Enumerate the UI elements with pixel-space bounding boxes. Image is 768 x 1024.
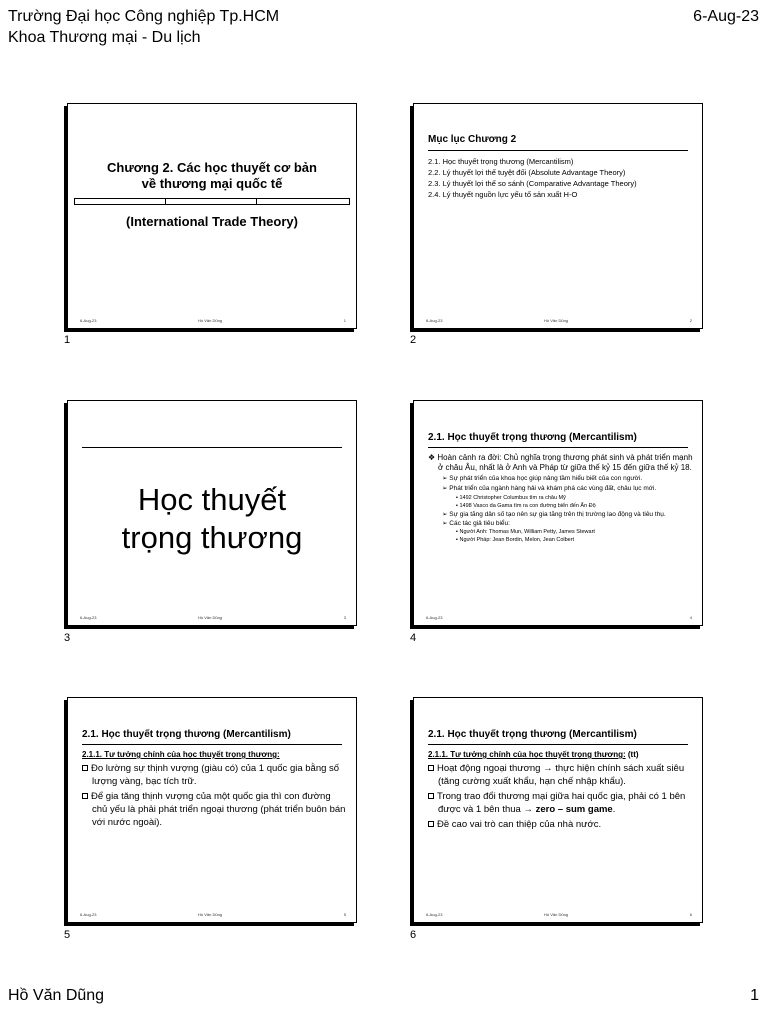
slide-6-subheading-continued: (tt) (627, 750, 639, 759)
slide-3[interactable]: Học thuyết trọng thương 6-Aug-23 Hồ Văn Dũng 3 (67, 400, 357, 626)
slide-5-number: 5 (64, 929, 71, 941)
slide-5-rule (82, 744, 342, 745)
square-bullet-icon (82, 765, 88, 771)
slide-4-title: 2.1. Học thuyết trọng thương (Mercantilism) (428, 432, 637, 443)
slide-6-rule (428, 744, 688, 745)
toc-item[interactable]: 2.1. Học thuyết trọng thương (Mercantilism) (428, 157, 574, 166)
arrow-bullet-icon: ➢ (442, 511, 450, 518)
slide-4-bullet: Các tác giả tiêu biểu: (449, 520, 510, 527)
arrow-bullet-icon: ➢ (442, 520, 450, 527)
slide-5[interactable]: 2.1. Học thuyết trọng thương (Mercantilism) 2.1.1. Tư tưởng chính của học thuyết trọng thương: Đo lường sự thịnh vượng (giàu có) của 1 quốc gia bằng số lượng vàng, bạc tích trữ. Để gia tăng thịnh vượng của một quốc gia thì con đường chủ yếu là phải phát triển ngoại thương (phát triển buôn bán với nước ngoài). 6-Aug-23 Hồ Văn Dũng 5 (67, 697, 357, 923)
slide-1-number: 1 (64, 334, 71, 346)
slide-3-title-line1: Học thuyết (137, 482, 287, 517)
slide-4-number: 4 (410, 632, 417, 644)
slide-6-title: 2.1. Học thuyết trọng thương (Mercantilism) (428, 729, 637, 740)
slide-4-subbullet: Người Anh: Thomas Mun, William Petty, James Stewart (459, 529, 595, 535)
square-bullet-icon (428, 793, 434, 799)
slide-4-subbullet: Người Pháp: Jean Bordin, Melon, Jean Colbert (459, 537, 575, 543)
square-bullet-icon (428, 765, 434, 771)
square-bullet-icon (428, 821, 434, 827)
footer-page-number: 1 (750, 987, 759, 1004)
toc-item[interactable]: 2.3. Lý thuyết lợi thế so sánh (Comparative Advantage Theory) (428, 179, 637, 188)
slide-6[interactable]: 2.1. Học thuyết trọng thương (Mercantilism) 2.1.1. Tư tưởng chính của học thuyết trọng thương: (tt) Hoạt động ngoại thương → thực hiện chính sách xuất siêu (tăng cường xuất khẩu, hạn chế nhập khẩu). Trong trao đổi thương mại giữa hai quốc gia, phải có 1 bên được và 1 bên thua → zero – sum game. Đề cao vai trò can thiệp của nhà nước. 6-Aug-23 Hồ Văn Dũng 6 (413, 697, 703, 923)
slide-6-number: 6 (410, 929, 417, 941)
footer-author: Hồ Văn Dũng (8, 987, 105, 1004)
slide-4-bullet: Sự gia tăng dân số tạo nên sự gia tăng trên thị trường lao động và tiêu thụ. (449, 511, 666, 518)
slide-4-rule (428, 447, 688, 448)
slide-5-subheading: 2.1.1. Tư tưởng chính của học thuyết trọng thương: (82, 750, 280, 759)
slide-1-title-line2: về thương mại quốc tế (141, 176, 283, 191)
header-date: 6-Aug-23 (693, 8, 759, 25)
dot-bullet-icon: ▪ (456, 529, 460, 535)
dot-bullet-icon: ▪ (456, 495, 460, 501)
slide-4[interactable]: 2.1. Học thuyết trọng thương (Mercantilism) ❖ Hoàn cảnh ra đời: Chủ nghĩa trọng thương phát sinh và phát triển mạnh ở châu Âu, nhất là ở Anh và Pháp từ giữa thế kỷ 15 đến giữa thế kỷ 18. ➢ Sự phát triển của khoa học giúp nâng tầm hiểu biết của con người. ➢ Phát triển của ngành hàng hải và khám phá các vùng đất, châu lục mới. ▪ 1492 Christopher Columbus tìm ra châu Mỹ ▪ 1498 Vasco da Gama tìm ra con đường biển đến Ấn Độ ➢ Sự gia tăng dân số tạo nên sự gia tăng trên thị trường lao động và tiêu thụ. ➢ Các tác giả tiêu biểu: ▪ Người Anh: Thomas Mun, William Petty, James Stewart ▪ Người Pháp: Jean Bordin, Melon, Jean Colbert 6-Aug-23 4 (413, 400, 703, 626)
dot-bullet-icon: ▪ (456, 537, 460, 543)
slide-5-paragraph: Đo lường sự thịnh vượng (giàu có) của 1 quốc gia bằng số lượng vàng, bạc tích trữ. (91, 763, 340, 787)
dot-bullet-icon: ▪ (456, 503, 460, 509)
slide-4-intro: Hoàn cảnh ra đời: Chủ nghĩa trọng thương phát sinh và phát triển mạnh ở châu Âu, nhất là ở Anh và Pháp từ giữa thế kỷ 15 đến giữa thế kỷ 18. (437, 453, 693, 472)
slide-6-paragraph: Hoạt động ngoại thương → thực hiện chính sách xuất siêu (tăng cường xuất khẩu, hạn chế nhập khẩu). (437, 763, 685, 787)
slide-1-subtitle: (International Trade Theory) (126, 214, 298, 229)
slide-2-rule (428, 150, 688, 151)
slide-3-rule (82, 447, 342, 448)
slide-1-divider-bar (74, 198, 350, 205)
slide-2-title: Mục lục Chương 2 (428, 134, 517, 145)
slide-6-period: . (612, 804, 616, 815)
square-bullet-icon (82, 793, 88, 799)
slide-5-paragraph: Để gia tăng thịnh vượng của một quốc gia thì con đường chủ yếu là phải phát triển ngoại thương (phát triển buôn bán với nước ngoài). (91, 791, 346, 828)
zero-sum-game-term: zero – sum game (535, 804, 613, 815)
slide-5-title: 2.1. Học thuyết trọng thương (Mercantilism) (82, 729, 291, 740)
slide-1[interactable]: Chương 2. Các học thuyết cơ bản về thương mại quốc tế (International Trade Theory) 6-Aug-23 Hồ Văn Dũng 1 (67, 103, 357, 329)
slide-6-paragraph: Trong trao đổi thương mại giữa hai quốc gia, phải có 1 bên được và 1 bên thua → (437, 791, 686, 815)
slide-2-number: 2 (410, 334, 417, 346)
slide-4-subbullet: 1498 Vasco da Gama tìm ra con đường biển đến Ấn Độ (459, 503, 596, 509)
slide-6-subheading: 2.1.1. Tư tưởng chính của học thuyết trọng thương: (428, 750, 626, 759)
slide-6-paragraph: Đề cao vai trò can thiệp của nhà nước. (437, 819, 602, 830)
slide-3-title-line2: trọng thương (121, 520, 303, 555)
slide-1-title-line1: Chương 2. Các học thuyết cơ bản (107, 160, 317, 175)
slide-2[interactable]: Mục lục Chương 2 2.1. Học thuyết trọng thương (Mercantilism) 2.2. Lý thuyết lợi thế tuyệt đối (Absolute Advantage Theory) 2.3. Lý thuyết lợi thế so sánh (Comparative Advantage Theory) 2.4. Lý thuyết nguồn lực yếu tố sản xuất H-O 6-Aug-23 Hồ Văn Dũng 2 (413, 103, 703, 329)
slide-4-subbullet: 1492 Christopher Columbus tìm ra châu Mỹ (459, 495, 566, 501)
arrow-bullet-icon: ➢ (442, 475, 450, 482)
arrow-bullet-icon: ➢ (442, 485, 450, 492)
toc-item[interactable]: 2.2. Lý thuyết lợi thế tuyệt đối (Absolute Advantage Theory) (428, 168, 626, 177)
slide-3-number: 3 (64, 632, 71, 644)
diamond-bullet-icon: ❖ (428, 453, 438, 462)
slide-2-toc (428, 156, 696, 200)
slide-4-bullet: Sự phát triển của khoa học giúp nâng tầm hiểu biết của con người. (449, 475, 643, 482)
header-school: Trường Đại học Công nghiệp Tp.HCM (8, 8, 280, 25)
toc-item[interactable]: 2.4. Lý thuyết nguồn lực yếu tố sản xuất H-O (428, 190, 578, 199)
slide-4-bullet: Phát triển của ngành hàng hải và khám phá các vùng đất, châu lục mới. (449, 485, 657, 492)
header-faculty: Khoa Thương mại - Du lịch (8, 29, 201, 46)
